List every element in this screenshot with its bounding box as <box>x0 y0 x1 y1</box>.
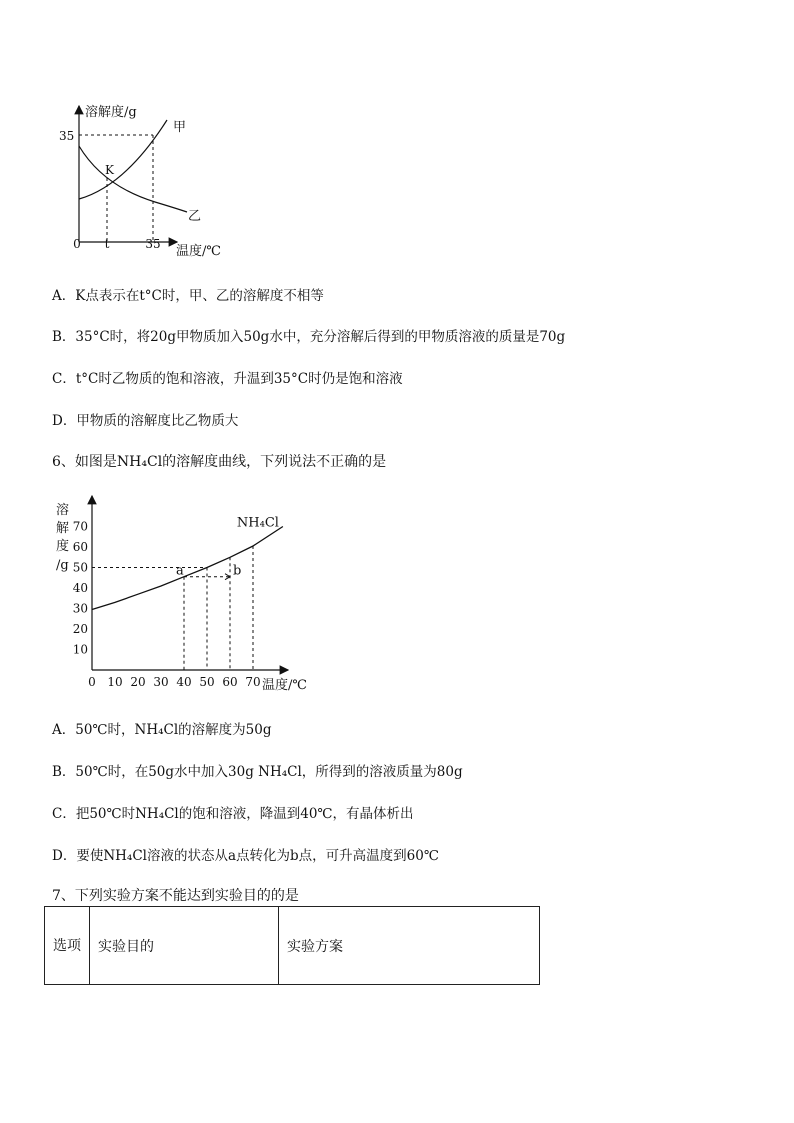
x-tick-label-30: 30 <box>153 675 169 689</box>
q5-option-d: D．甲物质的溶解度比乙物质大 <box>52 413 239 429</box>
header-plan: 实验方案 <box>279 907 540 985</box>
point-k-label: K <box>105 163 114 177</box>
x-tick-label-10: 10 <box>107 675 123 689</box>
x-axis-label: 温度/℃ <box>262 678 307 693</box>
q6-option-a: A．50℃时，NH₄Cl的溶解度为50g <box>52 722 272 738</box>
header-purpose: 实验目的 <box>90 907 279 985</box>
series-yi-curve <box>79 146 187 212</box>
q6-option-d: D．要使NH₄Cl溶液的状态从a点转化为b点，可升高温度到60℃ <box>52 848 439 864</box>
header-option: 选项 <box>45 907 90 985</box>
point-a-label: a <box>176 563 184 579</box>
x-tick-35: 35 <box>145 237 161 251</box>
y-tick-label-70: 70 <box>72 519 88 534</box>
q6-option-b: B．50℃时，在50g水中加入30g NH₄Cl，所得到的溶液质量为80g <box>52 764 463 780</box>
y-label-char-1: 溶 <box>56 503 70 518</box>
x-tick-t: t <box>104 237 110 251</box>
series-yi-label: 乙 <box>188 209 202 224</box>
series-nh4cl-curve <box>92 527 283 610</box>
y-tick-label-60: 60 <box>72 540 88 554</box>
x-tick-label-50: 50 <box>199 675 215 689</box>
series-nh4cl-label: NH₄Cl <box>236 515 279 531</box>
y-tick-label-10: 10 <box>72 642 88 657</box>
point-b-label: b <box>233 563 242 579</box>
x-tick-label-70: 70 <box>245 675 261 689</box>
solubility-chart-1 <box>55 98 245 260</box>
y-axis-label: 溶解度/g <box>85 105 137 120</box>
x-tick-label-40: 40 <box>176 675 192 689</box>
y-tick-35: 35 <box>59 129 75 143</box>
q5-option-b: B．35°C时，将20g甲物质加入50g水中，充分溶解后得到的甲物质溶液的质量是70g <box>52 329 566 345</box>
y-label-char-4: /g <box>56 558 69 573</box>
x-axis-label: 温度/℃ <box>176 244 221 259</box>
x-tick-label-0: 0 <box>88 675 96 689</box>
series-jia-curve <box>79 120 167 199</box>
q5-option-c: C．t°C时乙物质的饱和溶液，升温到35°C时仍是饱和溶液 <box>52 371 403 387</box>
y-tick-label-20: 20 <box>72 622 88 636</box>
y-tick-label-30: 30 <box>72 601 88 616</box>
experiment-table <box>44 906 540 985</box>
y-tick-label-50: 50 <box>72 560 88 575</box>
y-tick-label-40: 40 <box>72 581 88 595</box>
q6-option-c: C．把50℃时NH₄Cl的饱和溶液，降温到40℃，有晶体析出 <box>52 806 414 822</box>
y-label-char-3: 度 <box>56 539 70 554</box>
x-tick-label-60: 60 <box>222 675 238 689</box>
series-jia-label: 甲 <box>173 120 187 135</box>
x-tick-label-20: 20 <box>130 675 146 689</box>
y-label-char-2: 解 <box>56 521 70 536</box>
q6-stem: 6、如图是NH₄Cl的溶解度曲线，下列说法不正确的是 <box>52 454 387 470</box>
table-header-row <box>45 907 540 985</box>
nh4cl-solubility-chart <box>50 490 320 700</box>
q5-option-a: A．K点表示在t°C时，甲、乙的溶解度不相等 <box>52 288 324 304</box>
q7-stem: 7、下列实验方案不能达到实验目的的是 <box>52 888 299 904</box>
origin-label: 0 <box>73 237 81 251</box>
